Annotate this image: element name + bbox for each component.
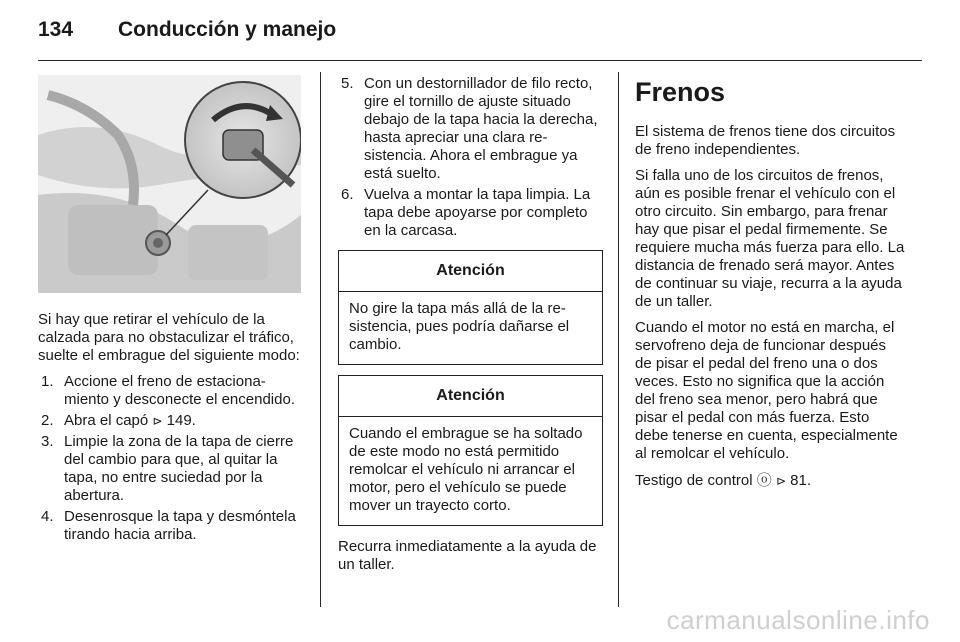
intro-paragraph: Si hay que retirar el vehículo de la calzada para no obstaculizar el tráfico, suelte el embrague del siguiente modo: (38, 311, 300, 364)
page-header (38, 18, 336, 48)
column-middle (338, 75, 603, 582)
warning-box (338, 375, 603, 526)
list-item: 2. Abra el capó ⊳ 149. (41, 412, 196, 429)
brake-warning-icon: ⓞ (756, 471, 772, 489)
paragraph: Cuando el motor no está en marcha, el servofreno deja de funcionar después de pisar el pedal del freno una o dos veces. Esto no significa que la acción del freno sea menor, pero habrá que pisar el pedal con más fuerza. Esto debe tenerse en cuenta, especialmente al remolcar el vehículo. (635, 319, 898, 462)
arrow-ref-icon: ⊳ (152, 414, 163, 428)
warning-title: Atención (339, 251, 602, 292)
paragraph: El sistema de frenos tiene dos circuitos de freno independientes. (635, 123, 896, 158)
list-item: 4. Desenrosque la tapa y desmóntela tirando hacia arriba. (41, 508, 296, 543)
column-divider (320, 72, 321, 607)
section-heading: Frenos (635, 77, 726, 107)
warning-box (338, 250, 603, 365)
header-rule (38, 60, 922, 61)
list-item: 3. Limpie la zona de la tapa de cierre del cambio para que, al quitar la tapa, no entre suciedad por la abertura. (41, 433, 294, 504)
control-light-line: Testigo de control ⓞ ⊳ 81. (635, 471, 812, 489)
closing-paragraph: Recurra inmediatamente a la ayuda de un taller. (338, 538, 597, 573)
list-item: 6. Vuelva a montar la tapa limpia. La tapa debe apoyarse por completo en la carcasa. (341, 186, 591, 239)
steps-list-continued (338, 75, 603, 240)
page-title: Conducción y manejo (118, 18, 337, 41)
column-divider (618, 72, 619, 607)
engine-illustration (38, 75, 301, 293)
arrow-ref-icon: ⊳ (775, 474, 786, 488)
column-left (38, 75, 303, 547)
warning-title: Atención (339, 376, 602, 417)
steps-list (38, 373, 303, 544)
warning-text: No gire la tapa más allá de la resistencia, pues podría dañarse el cambio. (349, 300, 570, 353)
page-ref: 149. (166, 412, 196, 429)
page-ref: 81. (790, 472, 812, 489)
paragraph: Si falla uno de los circuitos de frenos, aún es posible frenar el vehículo con el otro circuito. Sin embargo, para frenar hay que pisar el pedal firmemente. Se requiere mucha más fuerza para ello. La distancia de frenado será mayor. Antes de continuar su viaje, recurra a la ayuda de un taller. (635, 167, 905, 310)
watermark: carmanualsonline.info (666, 605, 930, 635)
list-item: 5. Con un destornillador de filo recto, gire el tornillo de ajuste situado debajo de la tapa hacia la derecha, hasta apreciar una clara resistencia. Ahora el embrague ya está suelto. (341, 75, 598, 182)
page-number: 134 (38, 18, 74, 41)
warning-text: Cuando el embrague se ha soltado de este modo no está permitido remolcar el vehículo ni arrancar el motor, pero el vehículo se puede mover un trayecto corto. (349, 425, 583, 514)
column-right (635, 75, 905, 498)
list-item: 1. Accione el freno de estacionamiento y desconecte el encendido. (41, 373, 295, 408)
